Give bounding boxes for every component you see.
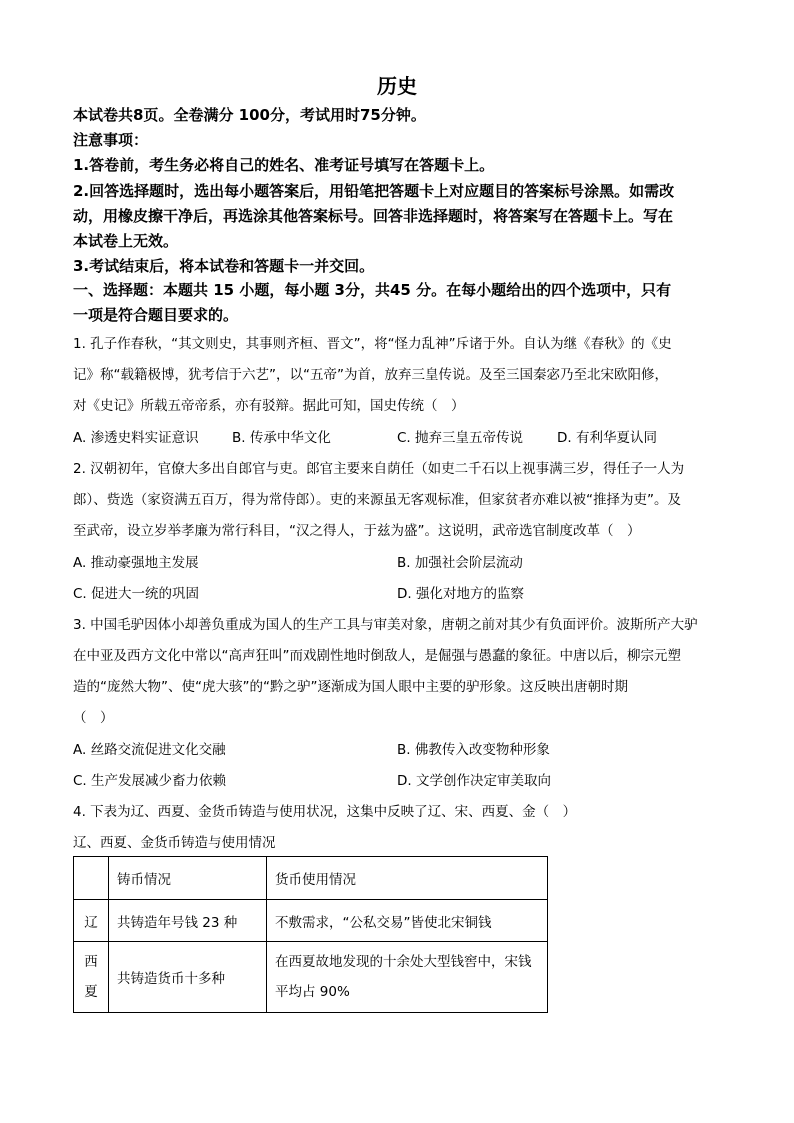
q3-option-a: A. 丝路交流促进文化交融 [73, 742, 226, 758]
table-header-row [74, 857, 548, 900]
table-row [74, 900, 548, 942]
question-2-stem: 至武帝，设立岁举孝廉为常行科目，“汉之得人，于兹为盛”。这说明，武帝选官制度改革（ ） [73, 523, 641, 539]
table-cell-usage [267, 942, 548, 1013]
notice-item-3: 3.考试结束后，将本试卷和答题卡一并交回。 [73, 257, 375, 275]
table-cell-usage: 不敷需求，“公私交易”皆使北宋铜钱 [267, 900, 548, 942]
exam-info: 本试卷共8页。全卷满分 100分，考试用时75分钟。 [73, 106, 426, 124]
notice-item-2: 2.回答选择题时，选出每小题答案后，用铅笔把答题卡上对应题目的答案标号涂黑。如需改 [73, 182, 675, 200]
section-heading: 一、选择题：本题共 15 小题，每小题 3分，共45 分。在每小题给出的四个选项中，只有 [73, 281, 672, 299]
question-3-stem: （ ） [73, 710, 114, 726]
usage-line: 平均占 90% [275, 984, 350, 1000]
notice-item-2-cont: 本试卷上无效。 [73, 232, 179, 250]
page-title: 历史 [377, 74, 417, 98]
question-3-stem: 3. 中国毛驴因体小却善负重成为国人的生产工具与审美对象，唐朝之前对其少有负面评价。波斯所产大驴 [73, 617, 698, 633]
question-4-stem: 4. 下表为辽、西夏、金货币铸造与使用状况，这集中反映了辽、宋、西夏、金（ ） [73, 804, 577, 820]
section-heading-cont: 一项是符合题目要求的。 [73, 306, 239, 324]
usage-line: 在西夏故地发现的十余处大型钱窖中，宋钱 [275, 954, 532, 970]
notice-item-2-cont: 动，用橡皮擦干净后，再选涂其他答案标号。回答非选择题时，将答案写在答题卡上。写在 [73, 207, 674, 225]
q3-option-b: B. 佛教传入改变物种形象 [397, 742, 550, 758]
table-row [74, 942, 548, 1013]
q2-option-d: D. 强化对地方的监察 [397, 586, 524, 602]
table-header-cell: 货币使用情况 [267, 857, 548, 900]
question-1-stem: 1. 孔子作春秋，“其文则史，其事则齐桓、晋文”，将“怪力乱神”斥诸于外。自认为继《春秋》的《史 [73, 336, 672, 352]
question-1-stem: 记》称“载籍极博，犹考信于六艺”，以“五帝”为首，放弃三皇传说。及至三国秦宓乃至北宋欧阳修， [73, 367, 668, 383]
q1-option-d: D. 有利华夏认同 [557, 430, 657, 446]
table-cell-minting: 共铸造年号钱 23 种 [109, 900, 267, 942]
q1-option-c: C. 抛弃三皇五帝传说 [397, 430, 524, 446]
q1-option-a: A. 渗透史料实证意识 [73, 430, 199, 446]
question-1-stem: 对《史记》所载五帝帝系，亦有驳辩。据此可知，国史传统（ ） [73, 398, 465, 414]
table-header-cell: 铸币情况 [109, 857, 267, 900]
q2-option-a: A. 推动豪强地主发展 [73, 555, 199, 571]
q3-option-d: D. 文学创作决定审美取向 [397, 773, 551, 789]
q3-option-c: C. 生产发展减少畜力依赖 [73, 773, 227, 789]
q2-option-b: B. 加强社会阶层流动 [397, 555, 523, 571]
question-2-stem: 2. 汉朝初年，官僚大多出自郎官与吏。郎官主要来自荫任（如吏二千石以上视事满三岁，得任子一人为 [73, 461, 685, 477]
question-2-stem: 郎）、赀选（家资满五百万，得为常侍郎）。吏的来源虽无客观标准，但家贫者亦难以被“推择为吏”。及 [73, 492, 681, 508]
region-char: 西 [84, 954, 98, 970]
question-3-stem: 在中亚及西方文化中常以“高声狂叫”而戏剧性地时倒敌人，是倔强与愚蠢的象征。中唐以后，柳宗元塑 [73, 648, 681, 664]
currency-table [73, 856, 548, 1013]
table-caption: 辽、西夏、金货币铸造与使用情况 [73, 835, 276, 851]
table-cell-minting: 共铸造货币十多种 [109, 942, 267, 1013]
table-cell-region: 辽 [74, 900, 109, 942]
region-char: 夏 [84, 984, 98, 1000]
q2-option-c: C. 促进大一统的巩固 [73, 586, 200, 602]
table-header-cell [74, 857, 109, 900]
notice-item-1: 1.答卷前，考生务必将自己的姓名、准考证号填写在答题卡上。 [73, 156, 495, 174]
notice-heading: 注意事项： [73, 131, 149, 149]
question-3-stem: 造的“庞然大物”、使“虎大骇”的“黔之驴”逐渐成为国人眼中主要的驴形象。这反映出唐朝时期 [73, 679, 628, 695]
q1-option-b: B. 传承中华文化 [232, 430, 331, 446]
table-cell-region [74, 942, 109, 1013]
